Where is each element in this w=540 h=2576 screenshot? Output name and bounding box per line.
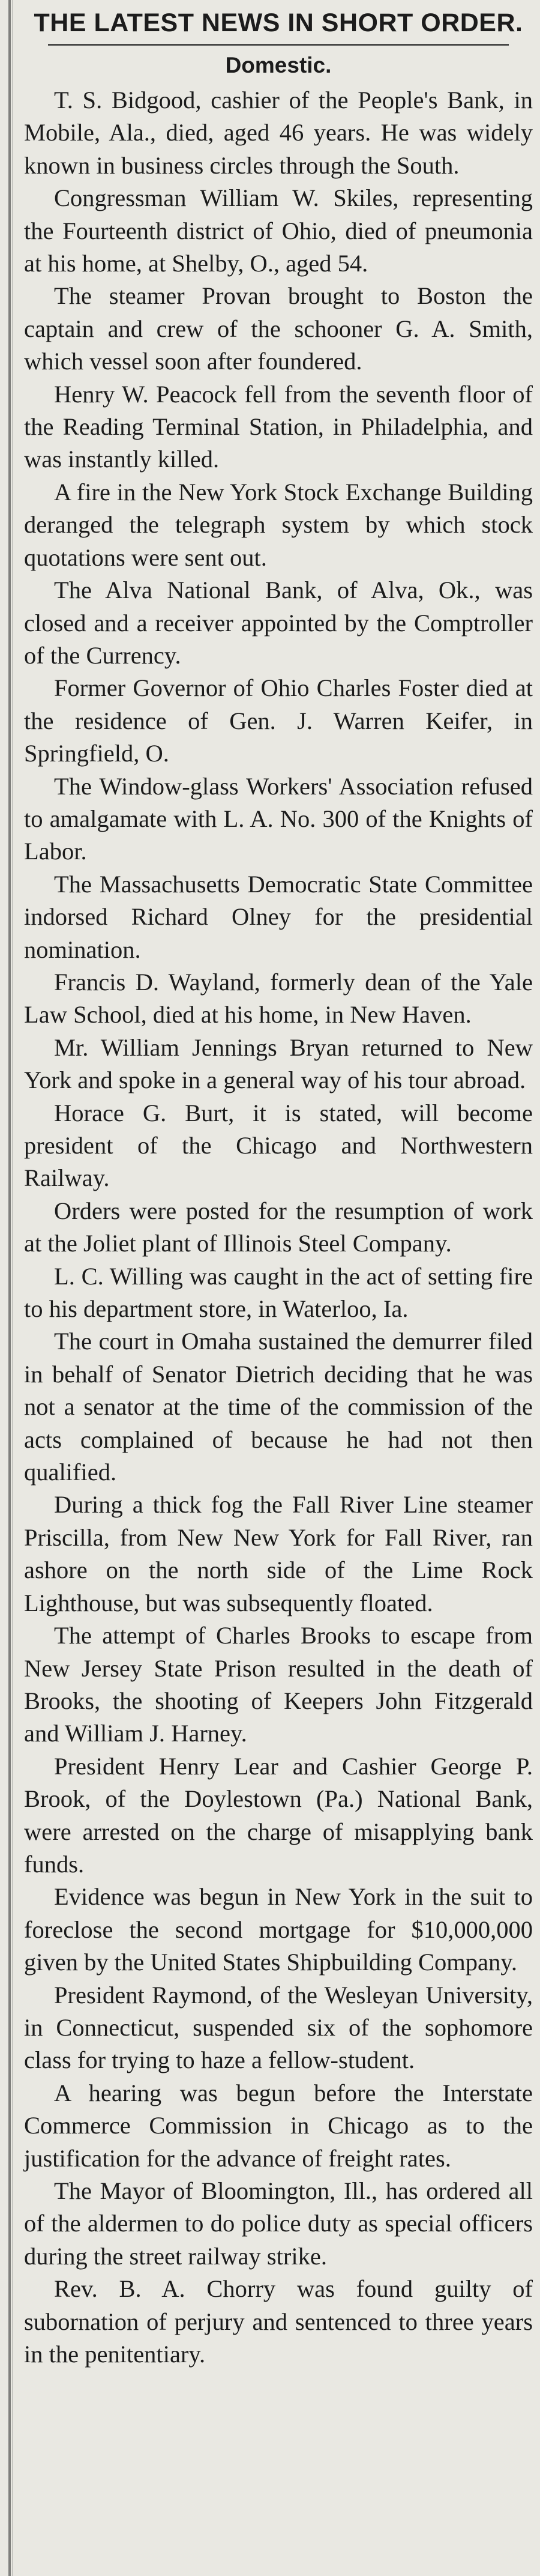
news-item: The Alva National Bank, of Alva, Ok., was closed and a receiver appointed by the Comptroller of the Currency.	[24, 576, 533, 669]
headline-rule	[48, 44, 509, 46]
news-item: The steamer Provan brought to Boston the captain and crew of the schooner G. A. Smith, which vessel soon after foundered.	[24, 282, 533, 375]
news-item: The Mayor of Bloomington, Ill., has ordered all of the aldermen to do police duty as special officers during the street railway strike.	[24, 2177, 533, 2270]
column-border-left	[8, 0, 11, 2576]
news-item: Former Governor of Ohio Charles Foster died at the residence of Gen. J. Warren Keifer, in Springfield, O.	[24, 674, 533, 767]
news-item: President Raymond, of the Wesleyan University, in Connecticut, suspended six of the sophomore class for trying to haze a fellow-student.	[24, 1981, 533, 2074]
headline: THE LATEST NEWS IN SHORT ORDER.	[34, 8, 523, 37]
news-item: Orders were posted for the resumption of work at the Joliet plant of Illinois Steel Company.	[24, 1197, 533, 1257]
news-item: A fire in the New York Stock Exchange Building deranged the telegraph system by which stock quotations were sent out.	[24, 478, 533, 571]
news-column	[24, 0, 533, 2371]
news-item: T. S. Bidgood, cashier of the People's Bank, in Mobile, Ala., died, aged 46 years. He was widely known in business circles through the South.	[24, 86, 533, 179]
section-heading: Domestic.	[225, 53, 332, 77]
news-item: Congressman William W. Skiles, representing the Fourteenth district of Ohio, died of pneumonia at his home, at Shelby, O., aged 54.	[24, 184, 533, 277]
news-item: The Window-glass Workers' Association refused to amalgamate with L. A. No. 300 of the Knights of Labor.	[24, 772, 533, 865]
news-item: The court in Omaha sustained the demurrer filed in behalf of Senator Dietrich deciding that he was not a senator at the time of the commission of the acts complained of because he had not then qualified.	[24, 1328, 533, 1486]
news-item: L. C. Willing was caught in the act of setting fire to his department store, in Waterloo, Ia.	[24, 1262, 533, 1323]
column-border-line	[12, 0, 13, 2576]
news-item: Rev. B. A. Chorry was found guilty of subornation of perjury and sentenced to three years in the penitentiary.	[24, 2275, 533, 2368]
news-item: The Massachusetts Democratic State Committee indorsed Richard Olney for the presidential nomination.	[24, 870, 533, 963]
news-item: Mr. William Jennings Bryan returned to New York and spoke in a general way of his tour abroad.	[24, 1033, 533, 1094]
news-item: President Henry Lear and Cashier George P. Brook, of the Doylestown (Pa.) National Bank, were arrested on the charge of misapplying bank funds.	[24, 1752, 533, 1878]
news-item: During a thick fog the Fall River Line steamer Priscilla, from New New York for Fall River, ran ashore on the north side of the Lime Rock Lighthouse, but was subsequently floated.	[24, 1491, 533, 1616]
news-item: Francis D. Wayland, formerly dean of the Yale Law School, died at his home, in New Haven.	[24, 968, 533, 1029]
news-item: The attempt of Charles Brooks to escape from New Jersey State Prison resulted in the death of Brooks, the shooting of Keepers John Fitzgerald and William J. Harney.	[24, 1622, 533, 1747]
news-item: Henry W. Peacock fell from the seventh floor of the Reading Terminal Station, in Philadelphia, and was instantly killed.	[24, 380, 533, 473]
news-item: A hearing was begun before the Interstate Commerce Commission in Chicago as to the justification for the advance of freight rates.	[24, 2079, 533, 2172]
news-item: Horace G. Burt, it is stated, will become president of the Chicago and Northwestern Railway.	[24, 1099, 533, 1192]
news-item: Evidence was begun in New York in the suit to foreclose the second mortgage for $10,000,000 given by the United States Shipbuilding Company.	[24, 1883, 533, 1976]
